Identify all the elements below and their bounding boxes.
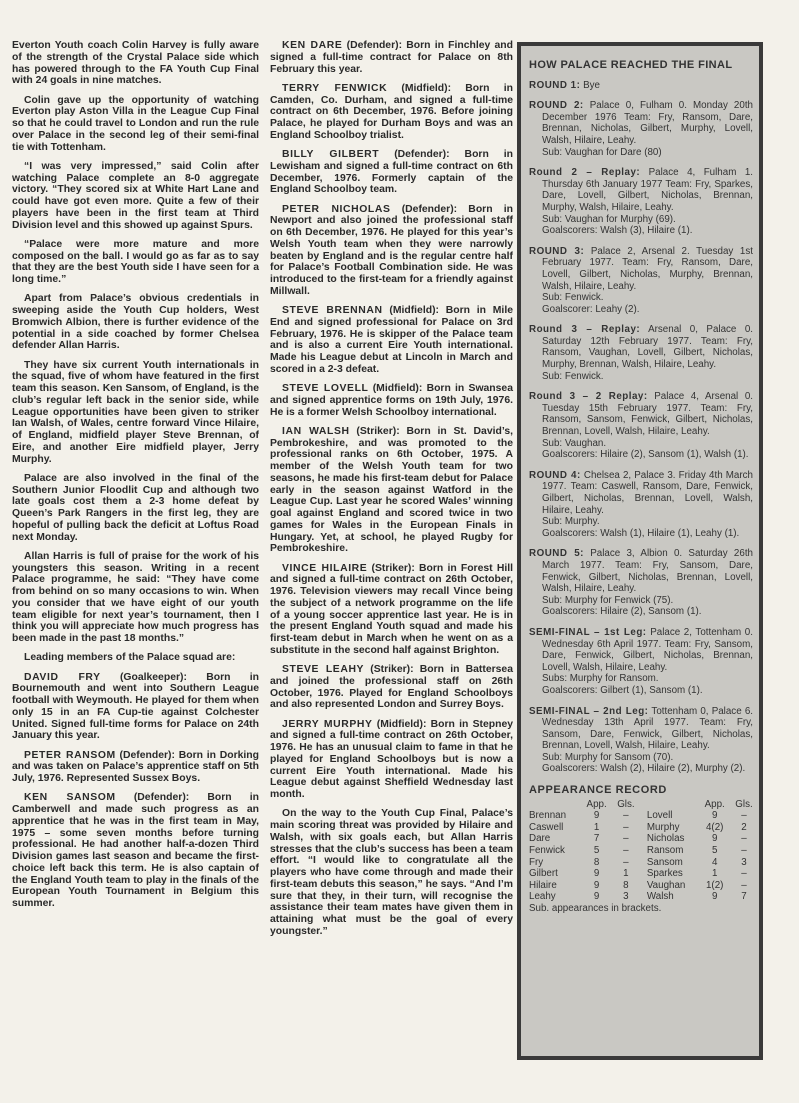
- round-heading: ROUND 3:: [529, 245, 585, 257]
- round-entry: [529, 80, 753, 92]
- round-summary: [529, 246, 753, 292]
- player-name: Nicholas: [646, 833, 685, 845]
- article-paragraph: [12, 473, 259, 544]
- paragraph-text: Colin gave up the opportunity of watching Everton play Aston Villa in the League Cup Final so that he could travel to London and run the rule over Palace in the second leg of their semi-final tie with Tottenham.: [12, 94, 259, 153]
- article-paragraph: [12, 40, 259, 87]
- round-heading: ROUND 2:: [529, 100, 584, 112]
- paragraph-text: (Defender): Born in Camberwell and made such progress as an apprentice that he was in the first team in May, 1975 – some seven months before turning professional. He had another half-a-dozen Third Division games last season and became the first-choice left back this term. He is also captain of the England Youth team to play in the finals of the European Youth Tournament in Belgium this summer.: [12, 792, 259, 909]
- player-name: STEVE LOVELL: [282, 383, 369, 394]
- col-app: App.: [586, 798, 607, 810]
- round-heading: Round 2 – Replay:: [529, 167, 641, 179]
- appearances: 1: [593, 821, 600, 833]
- player-name: KEN DARE: [282, 40, 343, 51]
- appearance-record-title: APPEARANCE RECORD: [529, 784, 667, 797]
- paragraph-text: (Defender): Born in Finchley and signed a full-time contract for Palace on 8th February this year.: [270, 40, 513, 75]
- goals: 3: [741, 856, 747, 868]
- round-detail: Sub: Vaughan.: [542, 437, 607, 449]
- paragraph-text: (Striker): Born in Battersea and joined the professional staff on 26th October, 1976. Played for England Schoolboys and also represented London and Surrey Boys.: [270, 664, 513, 711]
- appearances: 5: [593, 845, 600, 857]
- round-detail: Goalscorers: Walsh (2), Hilaire (2), Murphy (2).: [542, 763, 746, 775]
- col-gls: Gls.: [735, 798, 753, 810]
- paragraph-text: Palace are also involved in the final of the Southern Junior Floodlit Cup and although two late goals cost them a 2-3 home defeat by Queen’s Park Rangers in the first leg, they are hopeful of pulling back the deficit at Loftus Road next Monday.: [12, 472, 259, 543]
- player-name: Sparkes: [646, 868, 683, 880]
- paragraph-text: (Striker): Born in St. David’s, Pembrokeshire, and was promoted to the professional ranks on 6th October, 1975. A member of the Welsh Youth team for two seasons, he made his first-team debut for Palace early in the season against Watford in the League Cup. Last year he scored Wales’ winning goal against England and scored twice in two games for Wales in the European Finals in Hungary. Yet, at school, he played Rugby for Pembrokeshire.: [270, 425, 513, 555]
- article-paragraph: [270, 426, 513, 555]
- appearances: 9: [593, 810, 600, 822]
- round-summary: [529, 324, 753, 370]
- player-name: VINCE HILAIRE: [282, 562, 368, 574]
- goals: –: [741, 879, 747, 891]
- round-detail: Sub: Fenwick.: [542, 292, 604, 304]
- article-paragraph: [270, 719, 513, 801]
- appearance-header: [529, 799, 759, 811]
- round-entry: [529, 706, 753, 776]
- goals: –: [623, 821, 629, 833]
- round-detail: Sub: Vaughan for Dare (80): [542, 146, 662, 158]
- article-paragraph: [12, 161, 259, 232]
- player-name: BILLY GILBERT: [282, 149, 380, 160]
- paragraph-text: (Midfield): Born in Mile End and signed professional for Palace on 3rd February, 1976. He is skipper of the Palace team and is also a current Eire Youth international. Made his League debut at Lincoln in March and scored in a 2-3 defeat.: [270, 305, 513, 375]
- player-name: Vaughan: [646, 879, 686, 891]
- round-entry: [529, 627, 753, 697]
- article-paragraph: [12, 360, 259, 466]
- article-paragraph: [270, 383, 513, 418]
- player-name: Gilbert: [529, 868, 558, 880]
- round-entry: [529, 100, 753, 158]
- article-paragraph: [12, 750, 259, 785]
- article-paragraph: [12, 95, 259, 154]
- round-detail: Goalscorers: Hilaire (2), Sansom (1).: [542, 606, 702, 618]
- article-paragraph: [270, 204, 513, 298]
- player-name: Leahy: [529, 891, 556, 903]
- goals: –: [623, 810, 629, 822]
- round-entry: [529, 167, 753, 237]
- round-text: Chelsea 2, Palace 3. Friday 4th March 1977. Team: Caswell, Ransom, Dare, Fenwick, Gilbert, Nicholas, Brennan, Lovell, Walsh, Hilaire, Leahy.: [542, 469, 753, 516]
- paragraph-text: (Defender): Born in Newport and also joined the professional staff on 6th December, 1976. He played for this year’s Welsh Youth team when they were narrowly beaten by England and is the regular centre half for Palace’s Football Combination side. He was introduced to the first-team for a friendly against Millwall.: [270, 203, 513, 297]
- paragraph-text: (Midfield): Born in Swansea and signed apprentice forms on 19th July, 1976. He is a former Welsh Schoolboy international.: [270, 383, 513, 418]
- round-heading: ROUND 4:: [529, 469, 581, 481]
- player-name: IAN WALSH: [282, 425, 350, 437]
- appearances: 1(2): [705, 879, 724, 891]
- appearances: 5: [711, 845, 718, 857]
- appearances: 7: [593, 833, 600, 845]
- goals: –: [741, 810, 747, 822]
- goals: –: [623, 856, 629, 868]
- round-text: Palace 4, Arsenal 0. Tuesday 15th February 1977. Team: Fry, Ransom, Sansom, Fenwick, Gilbert, Nicholas, Brennan, Lovell, Walsh, Hilaire, Leahy.: [542, 391, 753, 438]
- paragraph-text: Leading members of the Palace squad are:: [24, 652, 236, 664]
- round-text: Arsenal 0, Palace 0. Saturday 12th February 1977. Team: Fry, Ransom, Vaughan, Lovell, Gilbert, Nicholas, Murphy, Brennan, Walsh, Hilaire, Leahy.: [542, 324, 753, 371]
- goals: –: [623, 833, 629, 845]
- article-paragraph: [270, 149, 513, 196]
- round-text: Palace 2, Arsenal 2. Tuesday 1st February 1977. Team: Fry, Ransom, Dare, Lovell, Gilbert, Nicholas, Murphy, Brennan, Walsh, Hilaire, Leahy.: [542, 245, 753, 292]
- player-name: Dare: [529, 833, 551, 845]
- player-name: Lovell: [646, 810, 673, 822]
- paragraph-text: “Palace were more mature and more composed on the ball. I would go as far as to say that they are the best Youth side I have seen for a long time.”: [12, 238, 259, 285]
- rounds-list: [521, 80, 759, 775]
- article-paragraph: [12, 293, 259, 352]
- how-palace-reached-final-box: [517, 42, 763, 1060]
- player-name: JERRY MURPHY: [282, 718, 373, 730]
- appearances: 8: [593, 856, 600, 868]
- round-summary: [529, 100, 753, 146]
- appearances: 9: [711, 810, 718, 822]
- article-paragraph: [270, 83, 513, 142]
- appearance-row: [529, 891, 759, 903]
- round-detail: Sub: Murphy for Fenwick (75).: [542, 594, 674, 606]
- article-column-1: [12, 40, 259, 917]
- round-text: Palace 0, Fulham 0. Monday 20th December 1976 Team: Fry, Ransom, Dare, Brennan, Nicholas, Gilbert, Murphy, Lovell, Walsh, Hilaire, Leahy.: [542, 100, 753, 146]
- round-detail: Goalscorers: Walsh (1), Hilaire (1), Leahy (1).: [542, 527, 740, 539]
- goals: –: [623, 845, 629, 857]
- round-summary: [529, 548, 753, 594]
- player-name: Hilaire: [529, 879, 557, 891]
- round-detail: Sub: Fenwick.: [542, 370, 604, 382]
- round-summary: [529, 167, 753, 213]
- article-paragraph: [270, 305, 513, 376]
- appearance-row: [529, 822, 759, 834]
- round-detail: Goalscorers: Hilaire (2), Sansom (1), Walsh (1).: [542, 449, 749, 461]
- round-text: Bye: [580, 79, 600, 91]
- player-name: Ransom: [646, 845, 684, 857]
- round-entry: [529, 246, 753, 316]
- article-paragraph: [12, 792, 259, 910]
- paragraph-text: (Midfield): Born in Stepney and signed a full-time contract on 26th October, 1976. He has an unusual claim to fame in that he played for England Schoolboys but is now a current Eire Youth international. Made his League debut against Sheffield Wednesday last month.: [270, 718, 513, 800]
- round-detail: Subs: Murphy for Ransom.: [542, 673, 659, 685]
- paragraph-text: They have six current Youth internationals in the squad, five of whom have featured in the first team this season. Ken Sansom, of England, is the club’s regular left back in the senior side, while League opportunities have been given to striker Ian Walsh, of Wales, centre forward Vince Hilaire, of England, midfield player Steve Brennan, of Eire, and another Eire midfield player, Jerry Murphy.: [12, 359, 259, 465]
- article-paragraph: [12, 652, 259, 664]
- goals: –: [741, 833, 747, 845]
- round-heading: ROUND 5:: [529, 548, 584, 560]
- player-name: Caswell: [529, 821, 564, 833]
- article-paragraph: [12, 551, 259, 645]
- col-gls: Gls.: [617, 798, 635, 810]
- round-text: Tottenham 0, Palace 6. Wednesday 13th April 1977. Team: Fry, Sansom, Dare, Fenwick, Gilbert, Nicholas, Brennan, Lovell, Walsh, Hilaire, Leahy.: [542, 705, 753, 752]
- player-name: Fry: [529, 856, 544, 868]
- round-detail: Goalscorers: Gilbert (1), Sansom (1).: [542, 684, 703, 696]
- player-name: DAVID FRY: [24, 671, 101, 683]
- player-name: STEVE BRENNAN: [282, 305, 383, 316]
- box-title: HOW PALACE REACHED THE FINAL: [529, 59, 733, 71]
- player-name: Walsh: [646, 891, 674, 903]
- paragraph-text: (Striker): Born in Forest Hill and signed a full-time contract on 26th October, 1976. Television viewers may recall Vince being the subject of a network programme on the life of a young soccer apprentice last year. He is in the present England Youth squad and made his first-team debut in March when he went on as a substitute in the second half against Brighton.: [270, 562, 513, 656]
- round-summary: [529, 470, 753, 516]
- goals: 1: [623, 868, 629, 880]
- article-paragraph: [270, 808, 513, 937]
- paragraph-text: (Defender): Born in Lewisham and signed a full-time contract on 6th December, 1976. Formerly captain of the England Schoolboy team.: [270, 149, 513, 196]
- appearance-row: [529, 845, 759, 857]
- round-detail: Sub: Vaughan for Murphy (69).: [542, 213, 676, 225]
- player-name: KEN SANSOM: [24, 792, 116, 804]
- appearances: 4: [711, 856, 718, 868]
- appearances: 9: [593, 891, 600, 903]
- round-summary: [529, 391, 753, 437]
- paragraph-text: (Defender): Born in Dorking and was taken on Palace’s apprentice staff on 5th July, 1976. Represented Sussex Boys.: [12, 749, 259, 784]
- appearances: 9: [711, 891, 718, 903]
- appearances: 9: [593, 868, 600, 880]
- paragraph-text: (Goalkeeper): Born in Bournemouth and went into Southern League football with Weymouth. He played for them when only 15 in an FA Cup-tie against Colchester United. Signed full-time forms for Palace on 24th January this year.: [12, 671, 259, 742]
- round-entry: [529, 470, 753, 540]
- article-paragraph: [270, 563, 513, 657]
- goals: 2: [741, 821, 747, 833]
- article-paragraph: [12, 239, 259, 286]
- round-summary: [529, 706, 753, 752]
- paragraph-text: Allan Harris is full of praise for the work of his youngsters this season. Writing in a recent Palace programme, he said: “They have come from behind on so many occasions to win. When you consider that we have eight of our youth team eligible for next year’s tournament, then I think you will appreciate how much progress has been made in the past 18 months.”: [12, 550, 259, 644]
- article-column-2: [270, 40, 513, 945]
- goals: 7: [741, 891, 747, 903]
- article-paragraph: [270, 664, 513, 711]
- goals: –: [741, 868, 747, 880]
- player-name: PETER NICHOLAS: [282, 203, 391, 215]
- round-heading: Round 3 – 2 Replay:: [529, 391, 648, 403]
- player-name: STEVE LEAHY: [282, 664, 365, 675]
- round-detail: Sub: Murphy for Sansom (70).: [542, 751, 674, 763]
- paragraph-text: Apart from Palace’s obvious credentials in sweeping aside the Youth Cup holders, West Bromwich Albion, there is further evidence of the potential in a side coached by former Chelsea defender Allan Harris.: [12, 293, 259, 352]
- round-text: Palace 4, Fulham 1. Thursday 6th January 1977 Team: Fry, Sparkes, Dare, Lovell, Gilbert, Nicholas, Brennan, Murphy, Walsh, Hilaire, Leahy.: [542, 167, 753, 213]
- round-text: Palace 2, Tottenham 0. Wednesday 6th April 1977. Team: Fry, Sansom, Dare, Fenwick, Gilbert, Nicholas, Brennan, Lovell, Walsh, Hilaire, Leahy.: [542, 626, 753, 673]
- round-detail: Goalscorers: Walsh (3), Hilaire (1).: [542, 225, 693, 237]
- col-app: App.: [704, 798, 725, 810]
- player-name: Brennan: [529, 810, 567, 822]
- round-heading: SEMI-FINAL – 1st Leg:: [529, 626, 647, 638]
- round-entry: [529, 391, 753, 461]
- appearance-note: Sub. appearances in brackets.: [529, 903, 662, 914]
- round-text: Palace 3, Albion 0. Saturday 26th March 1977. Team: Fry, Sansom, Dare, Fenwick, Gilbert, Nicholas, Brennan, Lovell, Walsh, Hilaire, Leahy.: [542, 548, 753, 595]
- paragraph-text: On the way to the Youth Cup Final, Palace’s main scoring threat was provided by Hilaire and Walsh, with six goals each, but Allan Harris stresses that the club’s success has been a team effort. “I would like to congratulate all the players who have come through and made their first-team debuts this season,” he says. “And I’m sure that they, in their turn, will recognise the assistance their team mates have given them in attaining what must be the goal of every youngster.”: [270, 808, 513, 937]
- paragraph-text: Everton Youth coach Colin Harvey is fully aware of the strength of the Crystal Palace side which has powered through to the FA Youth Cup Final with 24 goals in nine matches.: [12, 40, 259, 87]
- round-entry: [529, 548, 753, 618]
- article-paragraph: [12, 672, 259, 743]
- round-summary: [529, 627, 753, 673]
- appearances: 4(2): [705, 821, 724, 833]
- paragraph-text: (Midfield): Born in Camden, Co. Durham, and signed a full-time contract on 6th December, 1976. Before joining Palace, he played for Durham Boys and was an England Schoolboy trialist.: [270, 82, 514, 141]
- round-heading: SEMI-FINAL – 2nd Leg:: [529, 705, 649, 717]
- player-name: Fenwick: [529, 845, 565, 857]
- appearance-row: [529, 880, 759, 892]
- appearance-row: [529, 868, 759, 880]
- appearance-row: [529, 857, 759, 869]
- player-name: TERRY FENWICK: [282, 82, 388, 94]
- appearance-table: [529, 799, 759, 903]
- round-heading: ROUND 1:: [529, 79, 581, 91]
- goals: 8: [623, 879, 629, 891]
- round-summary: [529, 80, 753, 92]
- round-detail: Sub: Murphy.: [542, 516, 600, 528]
- player-name: PETER RANSOM: [24, 749, 116, 761]
- round-heading: Round 3 – Replay:: [529, 324, 641, 336]
- round-entry: [529, 324, 753, 382]
- goals: –: [741, 845, 747, 857]
- paragraph-text: “I was very impressed,” said Colin after watching Palace complete an 8-0 aggregate victory. “They scored six at White Hart Lane and could have got even more. Quite a few of their players have been in the first team at Third Division level and this showed up against Spurs.: [12, 160, 259, 231]
- appearances: 1: [711, 868, 718, 880]
- appearances: 9: [593, 879, 600, 891]
- player-name: Murphy: [646, 821, 680, 833]
- article-paragraph: [270, 40, 513, 75]
- appearance-row: [529, 833, 759, 845]
- player-name: Sansom: [646, 856, 683, 868]
- appearance-row: [529, 810, 759, 822]
- appearances: 9: [711, 833, 718, 845]
- goals: 3: [623, 891, 629, 903]
- round-detail: Goalscorer: Leahy (2).: [542, 303, 640, 315]
